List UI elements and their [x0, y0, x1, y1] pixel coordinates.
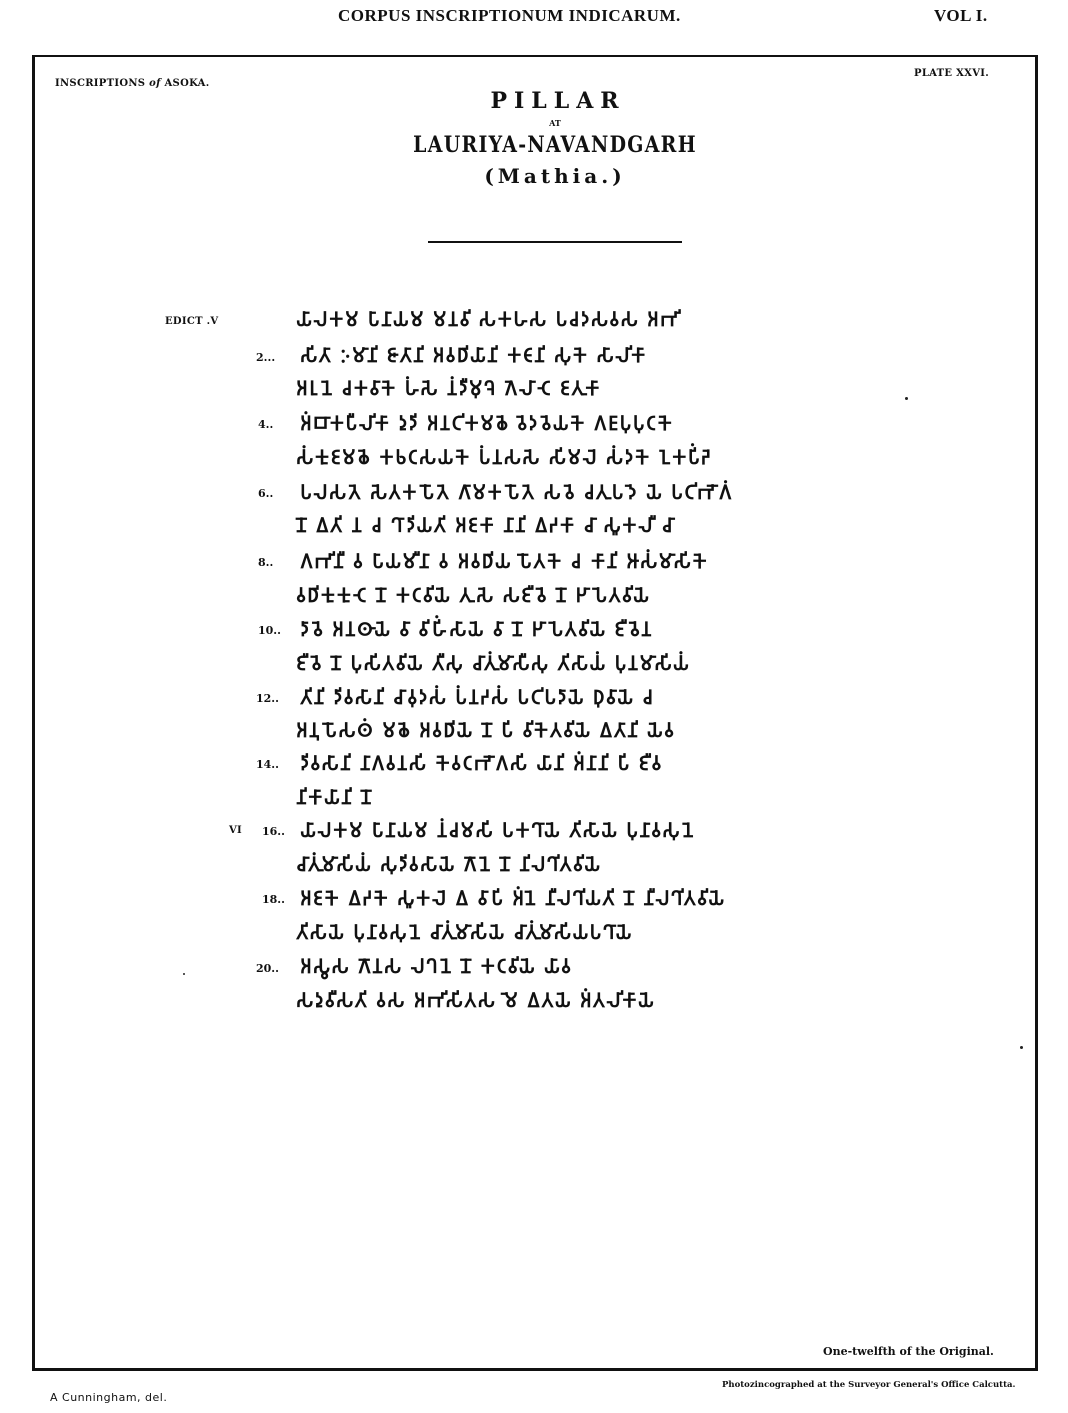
title-rule	[428, 241, 682, 243]
line-number: 4..	[258, 418, 274, 431]
scan-speck	[905, 397, 908, 400]
line-number: 10..	[258, 624, 281, 637]
inscription-line: 𑀅𑀦𑀼𑀧𑁄𑀲𑀣𑀁 𑀫𑀙𑁂 𑀅𑀯𑀥𑀺𑀬𑁂 𑀦𑁄 𑀧𑀺 𑀯𑀺𑀓𑁂𑀢𑀯𑀺𑀬𑁂 𑀏𑀢𑀸𑀦𑀺 𑀬𑁂𑀯	[296, 717, 676, 742]
series-label-subject: ASOKA.	[164, 78, 210, 89]
inscription-line: 𑀘𑀸𑀢𑀼𑀁𑀫𑀸𑀲𑀺𑀬𑀁 𑀲𑀼𑀤𑀺𑀯𑀲𑀸𑀬𑁂 𑀕𑁄𑀦𑁂 𑀦𑁄 𑀦𑀺𑀮𑀔𑀺𑀢𑀯𑀺𑀬𑁂	[296, 851, 602, 876]
line-number: 8..	[258, 556, 274, 569]
series-label-main: INSCRIPTIONS	[55, 78, 146, 89]
line-number: 16..	[262, 825, 285, 838]
series-label-of: of	[149, 78, 161, 89]
line-number: 20..	[256, 962, 279, 975]
plate-number: PLATE XXVI.	[914, 68, 990, 79]
scale-note: One-twelfth of the Original.	[823, 1345, 994, 1358]
title-at: AT	[549, 118, 561, 128]
scan-speck	[183, 973, 185, 975]
inscription-line: 𑀤𑀺𑀯𑀲𑀸𑀦𑀺 𑀦𑀸𑀕𑀯𑀦𑀲𑀺 𑀓𑁂𑀯𑀝𑀪𑁄𑀕𑀲𑀺 𑀬𑀸𑀦𑀺 𑀅𑀁𑀦𑀸𑀦𑀺 𑀧𑀺 𑀚𑀻𑀯	[300, 750, 663, 775]
inscription-line: 𑀚𑀻𑀯𑁂 𑀦𑁄 𑀧𑀼𑀲𑀺𑀢𑀯𑀺𑀬𑁂 𑀢𑀻𑀲𑀼 𑀘𑀸𑀢𑀼𑀁𑀫𑀸𑀲𑀻𑀲𑀼 𑀢𑀺𑀲𑀸𑀬𑀁 𑀧𑀼𑀦𑀫𑀸𑀲𑀺𑀬𑀁	[296, 650, 691, 675]
delineator-credit: A Cunningham, del.	[50, 1391, 168, 1404]
inscription-line: 𑀧𑀮𑀲𑀢𑁂 𑀲𑁂𑀢𑀓𑀧𑁄𑀢𑁂 𑀕𑀸𑀫𑀓𑀧𑁄𑀢𑁂 𑀲𑀯𑁂 𑀘𑀢𑀼𑀧𑀤𑁂 𑀬𑁂 𑀧𑀝𑀺𑀪𑁄𑀕𑀁	[300, 479, 733, 504]
inscription-line: 𑀲𑀺𑀢𑀸 𑀇𑀫𑀸𑀦𑀺 𑀚𑀸𑀢𑀸𑀦𑀺 𑀅𑀯𑀥𑀺𑀬𑀸𑀦𑀺 𑀓𑀝𑀸𑀦𑀺 𑀲𑀼𑀓𑁂 𑀲𑀸𑀮𑀺𑀓𑀸	[300, 342, 647, 367]
inscription-line: 𑀅𑀁𑀩𑀸𑀓𑀧𑀻𑀮𑀺𑀓𑀸 𑀤𑀼𑀤𑀺 𑀅𑀦𑀝𑀺𑀓𑀫𑀙𑁂 𑀯𑁂𑀤𑀯𑁂𑀬𑀓𑁂 𑀕𑀗𑀸𑀧𑀼𑀧𑀼𑀝𑀓𑁂	[300, 410, 674, 435]
inscription-line: 𑀢𑀺𑀲𑀸𑀬𑁂 𑀧𑀼𑀦𑀸𑀯𑀲𑀼𑀦𑁂 𑀘𑀸𑀢𑀼𑀁𑀫𑀸𑀲𑀺𑀬𑁂 𑀘𑀸𑀢𑀼𑀁𑀫𑀸𑀲𑀺𑀬𑀧𑀔𑀸𑀬𑁂	[296, 919, 633, 944]
line-number: 2...	[256, 351, 276, 364]
edict-label-vi: VI	[229, 825, 243, 836]
volume-label: VOL I.	[934, 6, 988, 25]
inscription-line: 𑀢𑀺𑀦𑀺 𑀤𑀺𑀯𑀲𑀸𑀦𑀺 𑀘𑀸𑀯𑀼𑀤𑀲𑀁 𑀧𑀁𑀦𑀟𑀲𑀁 𑀧𑀝𑀺𑀧𑀤𑀸𑀬𑁂 𑀥𑀼𑀯𑀸𑀬𑁂 𑀘	[300, 684, 655, 709]
inscription-line: 𑀤𑀸𑀯𑁂 𑀅𑀦𑀣𑀸𑀬𑁂 𑀯𑀸 𑀯𑀺𑀳𑀺𑀁𑀲𑀸𑀬𑁂 𑀯𑀸 𑀦𑁄 𑀛𑀸𑀧𑁂𑀢𑀯𑀺𑀬𑁂 𑀚𑀻𑀯𑁂𑀦	[300, 616, 653, 641]
inscription-line: 𑀅𑀲𑁆𑀯𑀲 𑀕𑁄𑀦𑀲 𑀮𑀔𑀦𑁂 𑀦𑁄 𑀓𑀝𑀯𑀺𑀬𑁂 𑀬𑀸𑀯	[300, 953, 573, 978]
line-number: 6..	[258, 487, 274, 500]
title-subtitle: (Mathia.)	[484, 164, 626, 188]
running-head: CORPUS INSCRIPTIONUM INDICARUM.	[338, 6, 681, 25]
title-place: LAURIYA-NAVANDGARH	[413, 132, 697, 158]
inscription-line: 𑀲𑀤𑀼𑀯𑀻𑀲𑀢𑀺 𑀯𑀲 𑀅𑀪𑀺𑀲𑀺𑀢𑀲 𑀫𑁂 𑀏𑀢𑀬𑁂 𑀅𑀁𑀢𑀮𑀺𑀓𑀸𑀬𑁂	[296, 987, 656, 1012]
inscription-line: 𑀬𑀸𑀮𑀓𑀫 𑀧𑀸𑀦𑀸𑀬𑀫 𑀫𑀦𑀯𑀺 𑀲𑀓𑀳𑀲 𑀧𑀘𑀤𑀲𑀯𑀲 𑀅𑀪𑀺	[296, 306, 679, 331]
printer-credit: Photozincographed at the Surveyor General's Office Calcutta.	[722, 1380, 1016, 1390]
inscription-line: 𑀅𑀭𑀼𑀦𑁂 𑀘𑀓𑀯𑀸𑀓𑁂 𑀳𑀁𑀲𑁂 𑀦𑀁𑀤𑀻𑀫𑀼𑀔𑁂 𑀕𑁂𑀮𑀸𑀝𑁂 𑀚𑀢𑀼𑀓𑀸	[296, 375, 601, 400]
inscription-line: 𑀕𑀪𑀺𑀦𑀻 𑀯 𑀧𑀸𑀬𑀫𑀻𑀦𑀸 𑀯 𑀅𑀯𑀥𑀺𑀬 𑀧𑁄𑀢𑀓𑁂 𑀘 𑀓𑀸𑀦𑀺 𑀆𑀲𑀁𑀫𑀸𑀲𑀺𑀓𑁂	[300, 548, 709, 573]
inscription-line: 𑀦𑁄 𑀏𑀢𑀺 𑀦 𑀘 𑀔𑀸𑀤𑀺𑀬𑀢𑀺 𑀅𑀚𑀓𑀸 𑀦𑀸𑀦𑀺 𑀏𑀟𑀓𑀸 𑀘𑀸 𑀲𑀽𑀓𑀮𑀻 𑀘𑀸	[296, 512, 674, 537]
series-label	[55, 78, 210, 89]
inscription-line: 𑀦𑀺𑀓𑀸𑀬𑀸𑀦𑀺 𑀦𑁄	[296, 784, 373, 809]
scan-speck	[1020, 1046, 1023, 1049]
line-number: 12..	[256, 692, 279, 705]
inscription-line: 𑀯𑀥𑀺𑀓𑀼𑀓𑀼𑀝𑁂 𑀦𑁄 𑀓𑀝𑀯𑀺𑀬𑁂 𑀢𑀼𑀲𑁂 𑀲𑀚𑀻𑀯𑁂 𑀦𑁄 𑀛𑀸𑀧𑁂𑀢𑀯𑀺𑀬𑁂	[296, 582, 651, 607]
title-block	[380, 88, 730, 188]
line-number: 18..	[262, 893, 285, 906]
inscription-line: 𑀲𑀁𑀓𑀼𑀚𑀫𑀙𑁂 𑀓𑀨𑀝𑀲𑀬𑀓𑁂 𑀧𑀁𑀦𑀲𑀲𑁂 𑀲𑀺𑀫𑀮𑁂 𑀲𑀁𑀤𑀓𑁂 𑀑𑀓𑀧𑀺𑀁𑀟𑁂	[296, 444, 712, 469]
title-main: PILLAR	[490, 88, 626, 114]
inscription-line: 𑀅𑀚𑀓𑁂 𑀏𑀟𑀓𑁂 𑀲𑀽𑀓𑀮𑁂 𑀏 𑀯𑀸𑀧𑀺 𑀅𑀁𑀦𑁂 𑀦𑀻𑀮𑀔𑀺𑀬𑀢𑀺 𑀦𑁄 𑀦𑀻𑀮𑀔𑀺𑀢𑀯𑀺𑀬𑁂	[300, 885, 726, 910]
edict-label-v: EDICT .V	[165, 316, 219, 327]
plate-frame	[32, 55, 1038, 1371]
inscription-line: 𑀬𑀸𑀮𑀓𑀫 𑀧𑀸𑀦𑀸𑀬𑀫 𑀦𑀁𑀘𑀫𑀲𑀺 𑀧𑀓𑀔𑀸𑀬𑁂 𑀢𑀺𑀲𑀸𑀬𑁂 𑀧𑀼𑀦𑀸𑀯𑀲𑀼𑀦𑁂	[300, 817, 695, 842]
line-number: 14..	[256, 758, 279, 771]
